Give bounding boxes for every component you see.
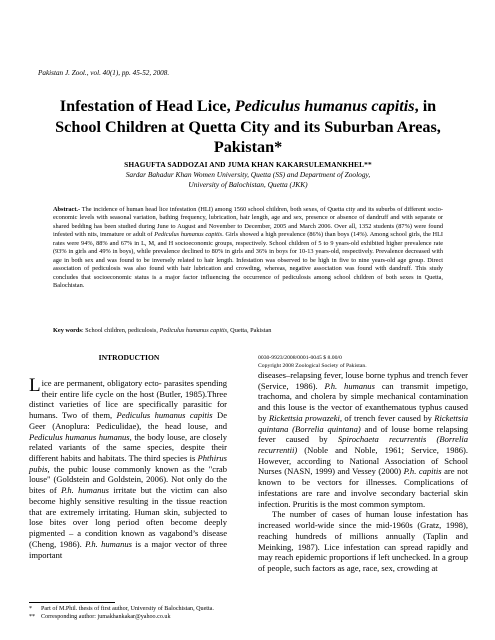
text: can transmit impetigo, trachoma, and cholera by simple mechanical contamination and this louse is the vector of exanthematous typhus caused by <box>258 380 468 423</box>
text: , the pubic louse commonly known as the "crab louse" (Goldstein and Goldstein, 2006). Not only do the bites of <box>29 463 227 496</box>
species-name: Phthirus pubis <box>29 453 227 474</box>
drop-cap: L <box>29 375 41 396</box>
footnote-divider <box>29 602 115 603</box>
abstract-label: Abstract.- <box>53 206 81 213</box>
text: irritate but the victim can also become highly sensitive resulting in the tissue reaction that are extremely irritating. Human skin, subjected to lose bites over long period often become deeply pigmented – a condition known as vagabond’s disease (Cheng, 1986). <box>29 485 227 549</box>
copyright-line: 0030-9923/2008/0001-0045 $ 8.00/0 <box>258 355 342 361</box>
keywords <box>53 327 443 334</box>
text: is a major vector of three important <box>29 538 227 560</box>
paper-title <box>30 96 466 158</box>
section-heading-introduction: INTRODUCTION <box>98 353 160 362</box>
species-name: P.h. capitis <box>403 466 442 477</box>
title-species-name: Pediculus humanus capitis <box>234 97 415 115</box>
text: diseases–relapsing fever, louse borne typhus and trench fever (Service, 1986). <box>258 370 468 391</box>
species-name: Spirochaeta recurrentis (Borrelia recurrentii) <box>258 434 468 456</box>
paragraph <box>29 375 227 560</box>
right-column <box>258 370 468 574</box>
footnote <box>29 605 229 613</box>
footnotes <box>29 605 229 621</box>
footnote-mark: * <box>29 606 33 612</box>
title-part: , in <box>414 97 437 115</box>
species-name: Pediculus humanus capitis <box>116 410 213 421</box>
affiliation-line: Sardar Bahadur Khan Women University, Quetta (SS) and Department of Zoology, <box>125 170 371 179</box>
abstract-species-name: Pediculus humanus capitis <box>154 231 223 239</box>
authors: SHAGUFTA SADDOZAI AND JUMA KHAN KAKARSULEMANKHEL** <box>124 160 372 169</box>
title-line-2: School Children at Quetta City and its Suburban Areas, <box>55 117 441 136</box>
keywords-text: : School children, pediculosis, <box>81 327 160 334</box>
text: and of louse borne relapsing fever caused by <box>258 423 468 445</box>
keywords-species-name: Pediculus humanus capitis <box>159 327 228 334</box>
keywords-text: , Quetta, Pakistan <box>227 327 272 334</box>
title-line-3: Pakistan* <box>213 138 283 156</box>
text: ice are permanent, obligatory ecto- <box>41 378 162 388</box>
species-name: Pediculus humanus humanus, <box>29 431 132 442</box>
text: the body louse, are closely related variants of the same species, despite their different habits and habitats. The third species is <box>29 431 227 464</box>
text: are not known to be vectors for illnesses. Complications of infestations are rare and involve secondary bacterial skin infection. Pruritis is the most common symptom. <box>258 466 469 509</box>
footnote-text: Corresponding author: jumakhankakar@yahoo.co.uk <box>41 614 171 621</box>
species-name: P.h. humanus <box>324 380 375 391</box>
text: De Geer (Anoplura: Pediculidae), the head louse, and <box>29 410 227 431</box>
species-name: Rickettsia prowazeki, <box>268 412 343 423</box>
title-part: Infestation of Head Lice, <box>59 97 235 115</box>
keywords-label: Key words <box>53 327 82 334</box>
journal-reference: Pakistan J. Zool., vol. 40(1), pp. 45-52, 2008. <box>38 69 170 77</box>
copyright-notice <box>258 354 468 371</box>
abstract-text: . Girls showed a high prevalence (86%) than boys (14%). Among school girls, the HLI rates were 94%, 88% and 67% in L, M, and H socioeconomic groups, respectively. School children of 5 to 9 years-old exhibited higher prevalence rate (93% in girls and 49% in boys), while prevalence declined to 80% in girls and 36% in boys for 10-13 years-old, respectively. Prevalence decreased with age in both sex and was found to be inversely related to hair length. Infestation was observed to be high in five to nine years-old age group. Direct association of pediculosis was also found with hair lubrication and crowding, whereas, negative association was found with dandruff. This study concludes that socioeconomic status is a major factor influencing the occurrence of pediculosis among school children of both sexes in Quetta, Balochistan. <box>53 231 444 290</box>
paragraph <box>258 370 468 509</box>
affiliation-line: University of Balochistan, Quetta (JKK) <box>188 179 308 189</box>
text: (Noble and Noble, 1961; Service, 1986). However, according to National Association of School Nurses (NASN, 1999) and Vessey (2000) <box>258 445 468 477</box>
paragraph: The number of cases of human louse infestation has increased world-wide since the mid-1960s (Gratz, 1998), reaching hundreds of millions annually (Taplin and Meinking, 1987). Lice infestation can spread rapidly and may reach epidemic proportions if left unchecked. In a group of people, such factors as age, race, sex, crowding at <box>258 509 468 573</box>
species-name: Rickettsia quintana (Borrelia quintana) <box>258 412 468 434</box>
text: parasites spending their entire life cycle on the host (Butler, 1985).Three distinct varieties of lice are specifically parasitic for humans. Two of them, <box>29 378 227 421</box>
footnote-mark: ** <box>29 614 36 621</box>
left-column <box>29 375 227 560</box>
affiliation <box>30 170 466 190</box>
text: of trench fever caused by <box>342 412 435 423</box>
abstract-text: The incidence of human head lice infestation (HLI) among 1560 school children, both sexes, of Quetta city and its suburbs of different socio-economic levels with seasonal variation, bathing frequency, lubrication, hair length, age and sex, presence or absence of dandruff and with separate or shared bedding has been studied during June to August and November to December, 2005 and March 2006. Over all, 1352 students (87%) were found infested with nits, immature or adult of <box>53 206 443 239</box>
footnote-text: Part of M.Phil. thesis of first author, University of Balochistan, Quetta. <box>41 606 214 612</box>
species-name: P.h. humanus <box>85 538 132 549</box>
copyright-line: Copyright 2008 Zoological Society of Pakistan. <box>258 363 367 370</box>
abstract <box>53 206 443 291</box>
species-name: P.h. humanus <box>61 485 109 496</box>
footnote <box>29 613 229 621</box>
